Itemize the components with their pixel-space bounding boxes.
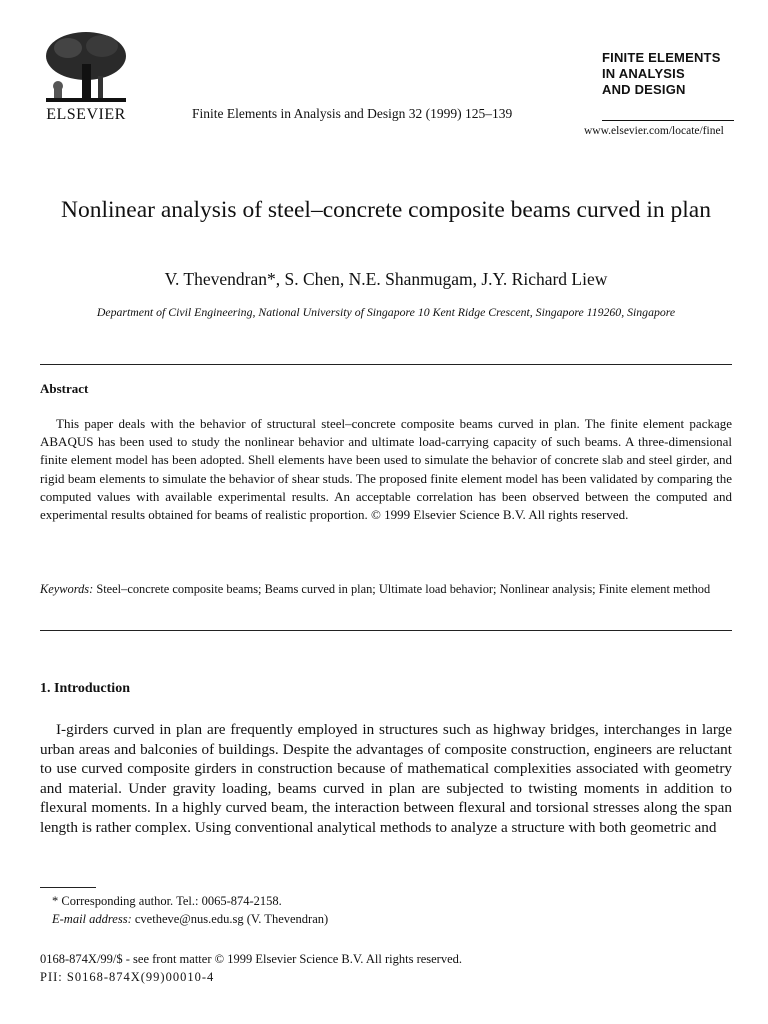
article-title: Nonlinear analysis of steel–concrete composite beams curved in plan [61,197,711,223]
abstract-bottom-rule [40,630,732,631]
copyright-line: 0168-874X/99/$ - see front matter © 1999 Elsevier Science B.V. All rights reserved. [40,952,463,966]
section-heading: 1. Introduction [40,681,130,696]
brand-line-2: IN ANALYSIS [602,66,685,81]
abstract-heading: Abstract [40,381,89,396]
keywords-label: Keywords: [40,582,94,596]
corresponding-author-note: * Corresponding author. Tel.: 0065-874-2158. [52,894,282,908]
brand-line-3: AND DESIGN [602,82,686,97]
email-address[interactable]: cvetheve@nus.edu.sg (V. Thevendran) [134,912,329,926]
footnote-rule [40,887,96,888]
journal-brand [602,50,752,98]
email-note [52,912,328,927]
abstract-text: This paper deals with the behavior of structural steel–concrete composite beams curved in plan. The finite element package ABAQUS has been used to study the nonlinear behavior and ultimate load-carrying capacity of such beams. A three-dimensional finite element model has been adopted. Shell elements have been used to simulate the behavior of concrete slab and steel girder, and rigid beam elements to simulate the behavior of shear studs. The proposed finite element model has been validated by comparing the computed values with available experimental results. An acceptable correlation has been observed between the computed and experimental results obtained for beams of realistic proportion. © 1999 Elsevier Science B.V. All rights reserved. [40,416,732,523]
keywords [40,581,732,597]
journal-citation: Finite Elements in Analysis and Design 32 (1999) 125–139 [192,106,513,121]
email-label: E-mail address: [52,912,132,926]
publisher-name: ELSEVIER [46,106,126,123]
pii-line: PII: S0168-874X(99)00010-4 [40,970,215,984]
article-authors: V. Thevendran*, S. Chen, N.E. Shanmugam, J.Y. Richard Liew [164,269,608,289]
brand-line-1: FINITE ELEMENTS [602,50,721,65]
author-affiliation: Department of Civil Engineering, National University of Singapore 10 Kent Ridge Crescent, Singapore 119260, Singapore [96,305,676,319]
journal-url[interactable]: www.elsevier.com/locate/finel [584,125,724,137]
brand-divider [602,120,734,121]
keywords-list: Steel–concrete composite beams; Beams curved in plan; Ultimate load behavior; Nonlinear analysis; Finite element method [96,582,711,596]
section-text: I-girders curved in plan are frequently employed in structures such as highway bridges, interchanges in large urban areas and balconies of buildings. Despite the advantages of composite construction, engineers are reluctant to use curved composite girders in construction because of mathematical complexities associated with geometry and material. Under gravity loading, beams curved in plan are subjected to twisting moments in addition to flexural moments. In a highly curved beam, the interaction between flexural and torsional stresses along the span length is rather complex. Using conventional analytical methods to analyze a structure with both geometric and [40,721,732,836]
abstract-top-rule [40,364,732,365]
